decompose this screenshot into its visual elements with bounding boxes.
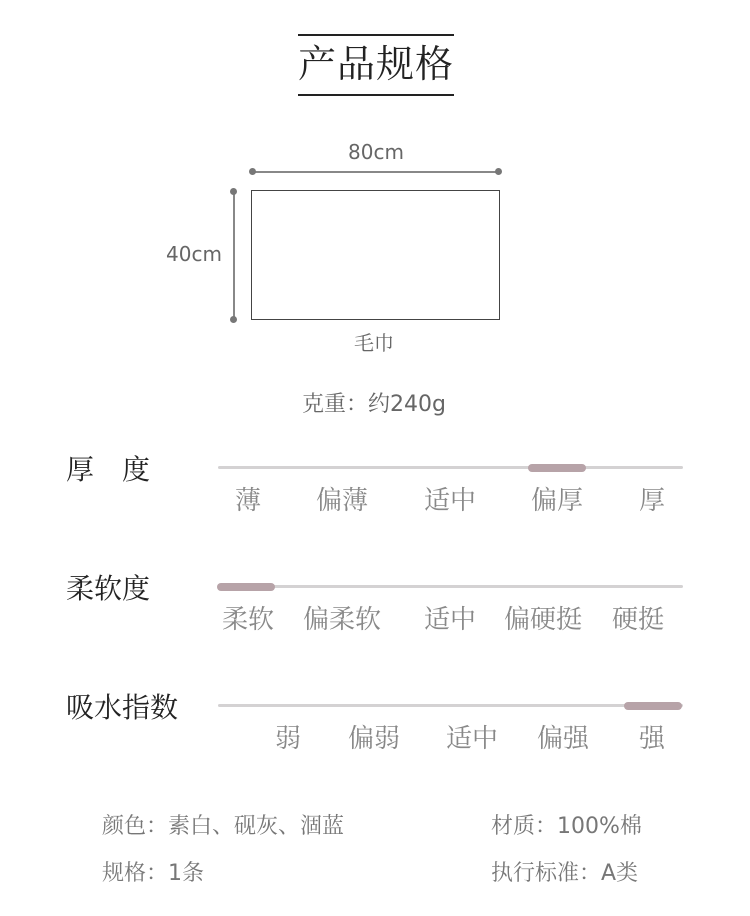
rating-option: 强 (638, 724, 665, 754)
height-line-start-dot (230, 188, 237, 195)
rating-option: 偏柔软 (302, 605, 381, 635)
rating-track (218, 466, 683, 469)
rating-option: 弱 (274, 724, 301, 754)
spec-size: 规格：1条 (102, 861, 204, 886)
rating-option: 适中 (423, 605, 476, 635)
rating-label: 吸水指数 (66, 691, 179, 724)
rating-marker (624, 702, 682, 710)
height-line-end-dot (230, 316, 237, 323)
rating-option: 柔软 (221, 605, 274, 635)
rating-marker (217, 583, 275, 591)
rating-label: 柔软度 (66, 572, 151, 605)
width-line-end-dot (495, 168, 502, 175)
rating-option: 适中 (445, 724, 498, 754)
page-title: 产品规格 (298, 42, 455, 86)
title-rule-top (298, 34, 454, 36)
rating-track (218, 585, 683, 588)
rating-option: 适中 (423, 486, 476, 516)
rating-label: 厚 度 (66, 453, 151, 486)
rating-track (218, 704, 683, 707)
spec-color: 颜色：素白、砚灰、涸蓝 (102, 814, 345, 839)
title-rule-bottom (298, 94, 454, 96)
height-dimension-line (233, 192, 235, 320)
width-dimension-line (253, 171, 499, 173)
spec-standard: 执行标准：A类 (491, 861, 639, 886)
height-label: 40cm (166, 242, 222, 266)
width-label: 80cm (348, 140, 404, 164)
width-line-start-dot (249, 168, 256, 175)
rating-option: 厚 (638, 486, 665, 516)
towel-outline (251, 190, 500, 320)
rating-option: 硬挺 (611, 605, 664, 635)
rating-option: 偏强 (536, 724, 589, 754)
weight-info: 克重：约240g (302, 392, 446, 417)
rating-option: 偏厚 (530, 486, 583, 516)
rating-option: 偏硬挺 (503, 605, 582, 635)
spec-material: 材质：100%棉 (491, 814, 642, 839)
rating-option: 薄 (234, 486, 261, 516)
rating-marker (528, 464, 586, 472)
towel-caption: 毛巾 (354, 331, 394, 355)
rating-option: 偏弱 (347, 724, 400, 754)
rating-option: 偏薄 (315, 486, 368, 516)
